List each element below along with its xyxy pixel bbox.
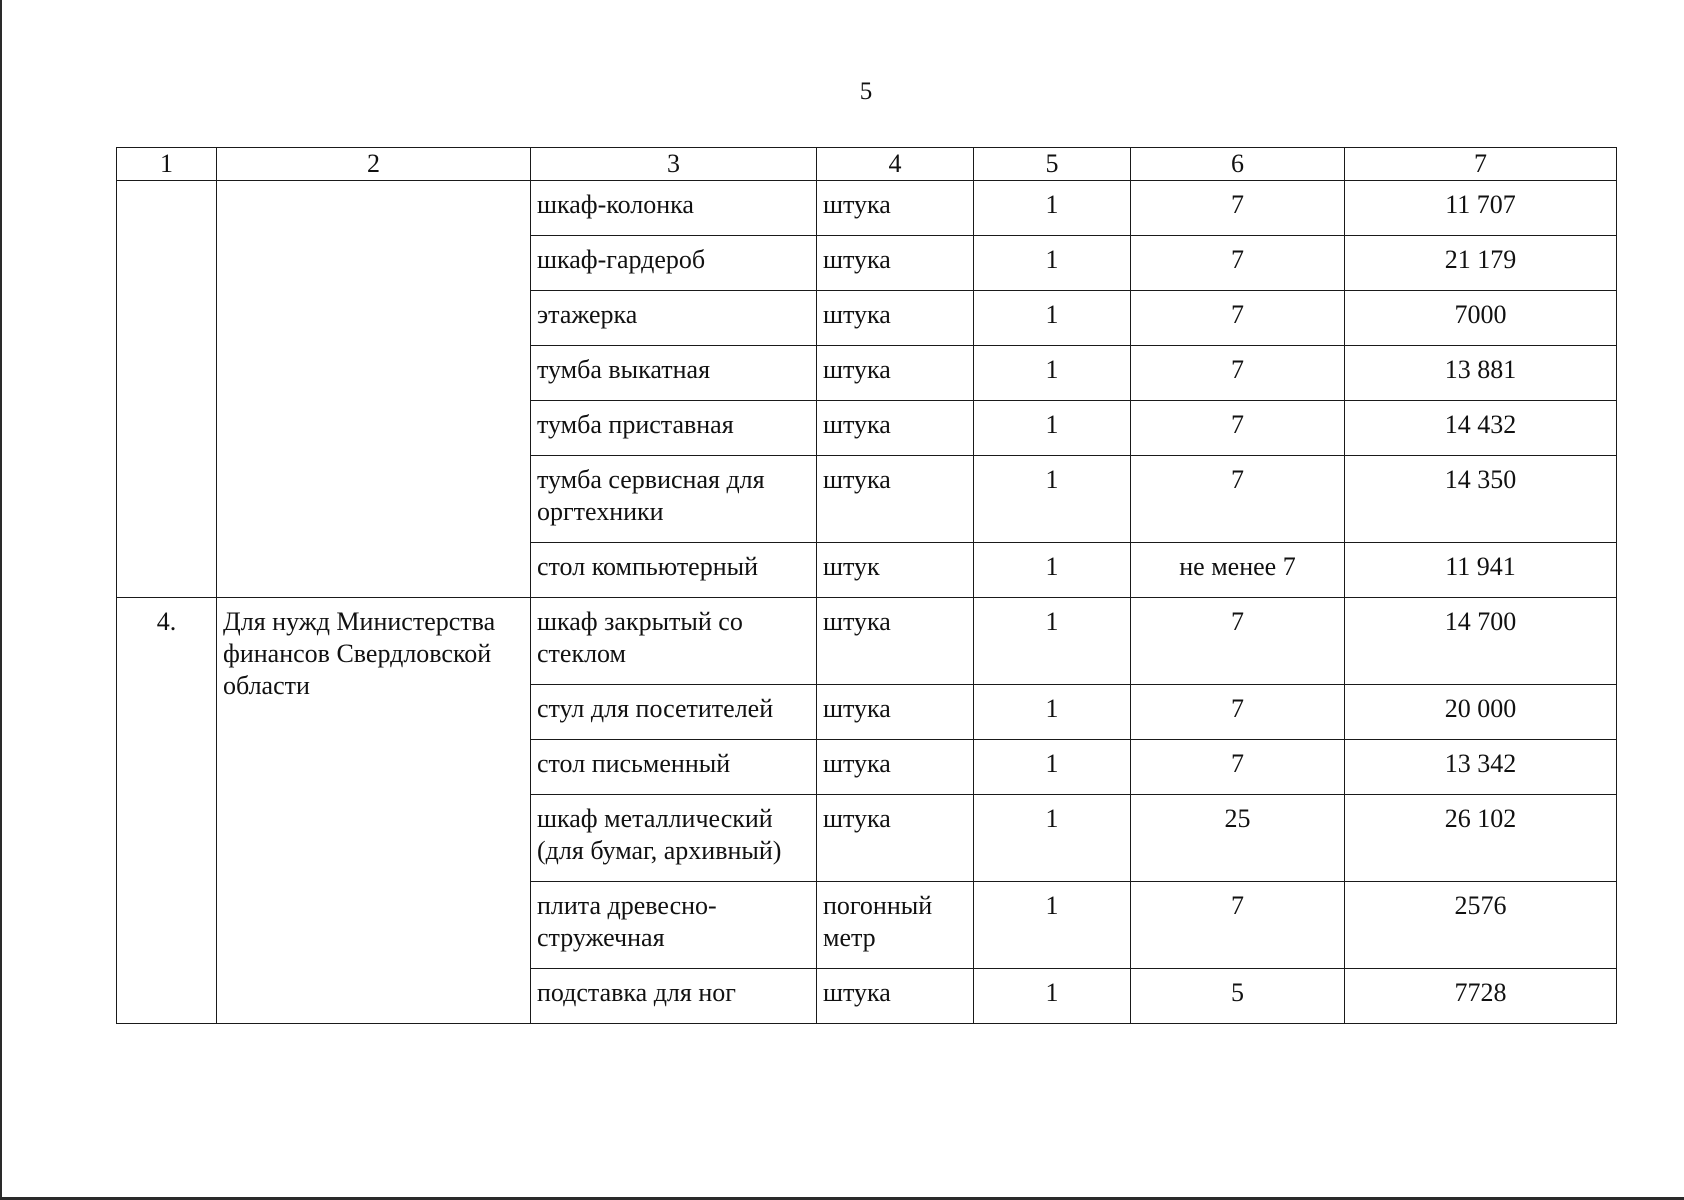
page-number: 5 (859, 78, 873, 105)
service-years-cell: 25 (1131, 795, 1345, 882)
service-years-cell: 7 (1131, 291, 1345, 346)
quantity-cell: 1 (974, 346, 1131, 401)
price-cell: 13 881 (1345, 346, 1617, 401)
table-row (117, 181, 1617, 236)
scan-edge-left (0, 0, 2, 1200)
price-cell: 7728 (1345, 969, 1617, 1024)
price-cell: 20 000 (1345, 685, 1617, 740)
quantity-cell: 1 (974, 456, 1131, 543)
price-cell: 7000 (1345, 291, 1617, 346)
price-cell: 11 941 (1345, 543, 1617, 598)
quantity-cell: 1 (974, 598, 1131, 685)
quantity-cell: 1 (974, 740, 1131, 795)
group-purpose-cell (217, 181, 531, 598)
group-purpose-cell: Для нужд Министерства финансов Свердловской области (217, 598, 531, 1024)
price-cell: 13 342 (1345, 740, 1617, 795)
unit-cell: штука (817, 598, 974, 685)
group-number-cell (117, 181, 217, 598)
unit-cell: штука (817, 401, 974, 456)
price-cell: 21 179 (1345, 236, 1617, 291)
header-cell-6: 6 (1131, 148, 1345, 181)
item-name-cell: тумба приставная (531, 401, 817, 456)
item-name-cell: шкаф закрытый со стеклом (531, 598, 817, 685)
service-years-cell: 7 (1131, 346, 1345, 401)
quantity-cell: 1 (974, 882, 1131, 969)
price-cell: 11 707 (1345, 181, 1617, 236)
quantity-cell: 1 (974, 181, 1131, 236)
unit-cell: штук (817, 543, 974, 598)
item-name-cell: стул для посетителей (531, 685, 817, 740)
service-years-cell: 7 (1131, 401, 1345, 456)
unit-cell: штука (817, 181, 974, 236)
unit-cell: штука (817, 969, 974, 1024)
header-cell-5: 5 (974, 148, 1131, 181)
unit-cell: штука (817, 740, 974, 795)
unit-cell: штука (817, 236, 974, 291)
item-name-cell: плита древесно-стружечная (531, 882, 817, 969)
service-years-cell: 7 (1131, 882, 1345, 969)
quantity-cell: 1 (974, 543, 1131, 598)
header-cell-2: 2 (217, 148, 531, 181)
quantity-cell: 1 (974, 685, 1131, 740)
service-years-cell: 7 (1131, 685, 1345, 740)
service-years-cell: 7 (1131, 598, 1345, 685)
item-name-cell: стол компьютерный (531, 543, 817, 598)
quantity-cell: 1 (974, 236, 1131, 291)
header-cell-1: 1 (117, 148, 217, 181)
header-cell-4: 4 (817, 148, 974, 181)
quantity-cell: 1 (974, 795, 1131, 882)
unit-cell: штука (817, 346, 974, 401)
service-years-cell: 7 (1131, 181, 1345, 236)
table-body (117, 181, 1617, 1024)
service-years-cell: 7 (1131, 456, 1345, 543)
unit-cell: штука (817, 685, 974, 740)
header-cell-3: 3 (531, 148, 817, 181)
item-name-cell: шкаф металлический (для бумаг, архивный) (531, 795, 817, 882)
quantity-cell: 1 (974, 969, 1131, 1024)
item-name-cell: этажерка (531, 291, 817, 346)
service-years-cell: 7 (1131, 740, 1345, 795)
price-cell: 14 350 (1345, 456, 1617, 543)
item-name-cell: стол письменный (531, 740, 817, 795)
service-years-cell: не менее 7 (1131, 543, 1345, 598)
norms-table (116, 147, 1617, 1024)
price-cell: 14 432 (1345, 401, 1617, 456)
price-cell: 2576 (1345, 882, 1617, 969)
header-row (117, 148, 1617, 181)
item-name-cell: шкаф-гардероб (531, 236, 817, 291)
item-name-cell: тумба сервисная для оргтехники (531, 456, 817, 543)
price-cell: 14 700 (1345, 598, 1617, 685)
price-cell: 26 102 (1345, 795, 1617, 882)
item-name-cell: подставка для ног (531, 969, 817, 1024)
item-name-cell: шкаф-колонка (531, 181, 817, 236)
unit-cell: погонный метр (817, 882, 974, 969)
unit-cell: штука (817, 291, 974, 346)
unit-cell: штука (817, 795, 974, 882)
quantity-cell: 1 (974, 401, 1131, 456)
unit-cell: штука (817, 456, 974, 543)
item-name-cell: тумба выкатная (531, 346, 817, 401)
group-number-cell: 4. (117, 598, 217, 1024)
service-years-cell: 7 (1131, 236, 1345, 291)
service-years-cell: 5 (1131, 969, 1345, 1024)
quantity-cell: 1 (974, 291, 1131, 346)
table-row (117, 598, 1617, 685)
header-cell-7: 7 (1345, 148, 1617, 181)
